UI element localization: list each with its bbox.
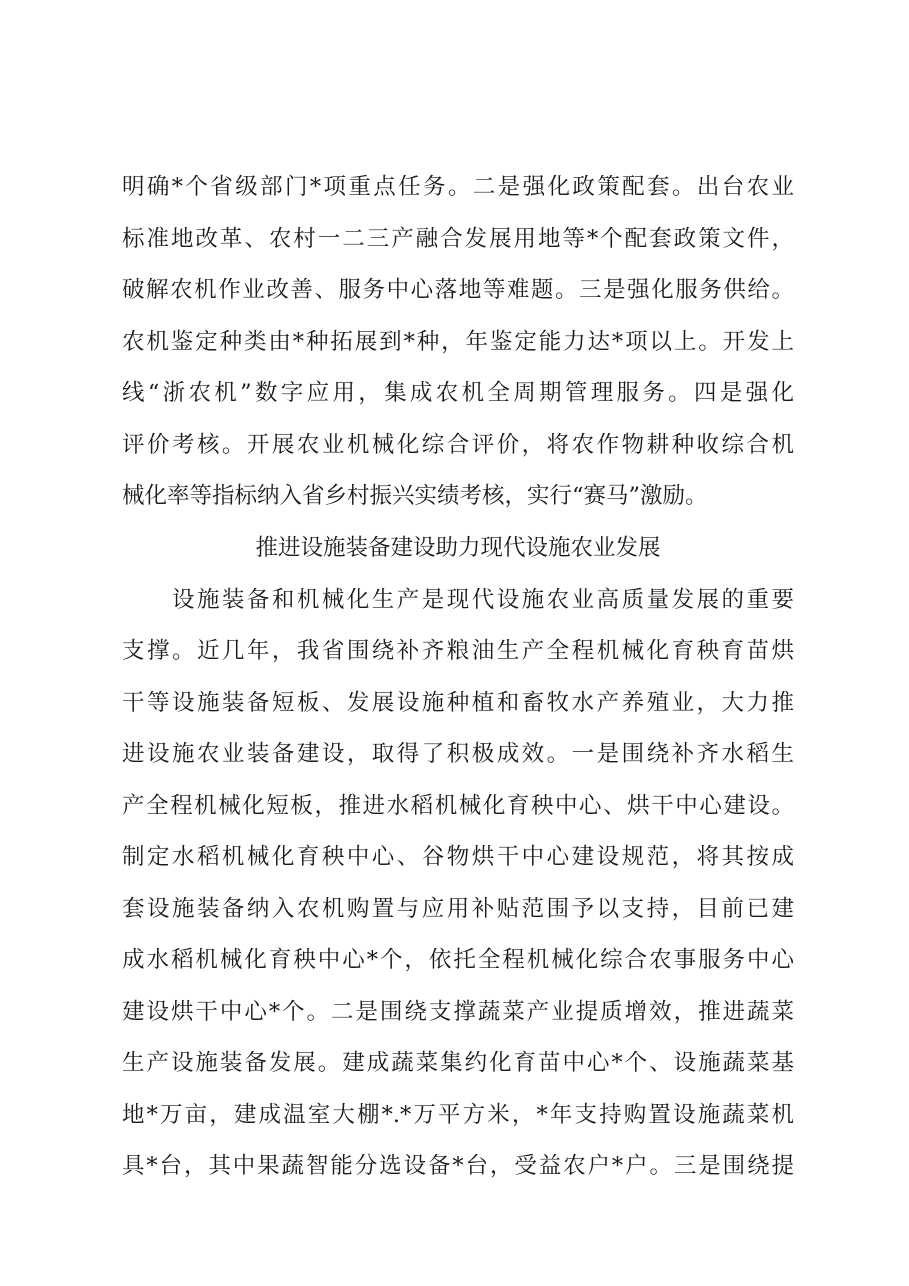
paragraph-line: 建设烘干中心*个。二是围绕支撑蔬菜产业提质增效，推进蔬菜 [122,999,794,1025]
section-heading: 推进设施装备建设助力现代设施农业发展 [255,535,661,561]
paragraph-line: 标准地改革、农村一二三产融合发展用地等*个配套政策文件， [122,226,794,252]
paragraph-line: 设施装备和机械化生产是现代设施农业高质量发展的重要 [122,587,794,613]
paragraph-line: 成水稻机械化育秧中心*个，依托全程机械化综合农事服务中心 [122,947,794,973]
paragraph-line: 制定水稻机械化育秧中心、谷物烘干中心建设规范，将其按成 [122,844,794,870]
paragraph-line: 械化率等指标纳入省乡村振兴实绩考核，实行“赛马”激励。 [122,483,708,509]
paragraph-line: 生产设施装备发展。建成蔬菜集约化育苗中心*个、设施蔬菜基 [122,1050,794,1076]
paragraph-line: 套设施装备纳入农机购置与应用补贴范围予以支持，目前已建 [122,896,794,922]
paragraph-line: 地*万亩，建成温室大棚*.*万平方米，*年支持购置设施蔬菜机 [122,1102,794,1128]
paragraph-line: 农机鉴定种类由*种拓展到*种，年鉴定能力达*项以上。开发上 [122,329,794,355]
paragraph-line: 破解农机作业改善、服务中心落地等难题。三是强化服务供给。 [122,277,794,303]
paragraph-line: 具*台，其中果蔬智能分选设备*台，受益农户*户。三是围绕提 [122,1153,794,1179]
paragraph-line: 进设施农业装备建设，取得了积极成效。一是围绕补齐水稻生 [122,741,794,767]
paragraph-line: 干等设施装备短板、发展设施种植和畜牧水产养殖业，大力推 [122,690,794,716]
paragraph-line: 产全程机械化短板，推进水稻机械化育秧中心、烘干中心建设。 [122,793,794,819]
paragraph-line: 评价考核。开展农业机械化综合评价，将农作物耕种收综合机 [122,432,794,458]
paragraph-line: 明确*个省级部门*项重点任务。二是强化政策配套。出台农业 [122,174,794,200]
paragraph-line: 支撑。近几年，我省围绕补齐粮油生产全程机械化育秧育苗烘 [122,638,794,664]
paragraph-line: 线“浙农机”数字应用，集成农机全周期管理服务。四是强化 [122,380,794,406]
